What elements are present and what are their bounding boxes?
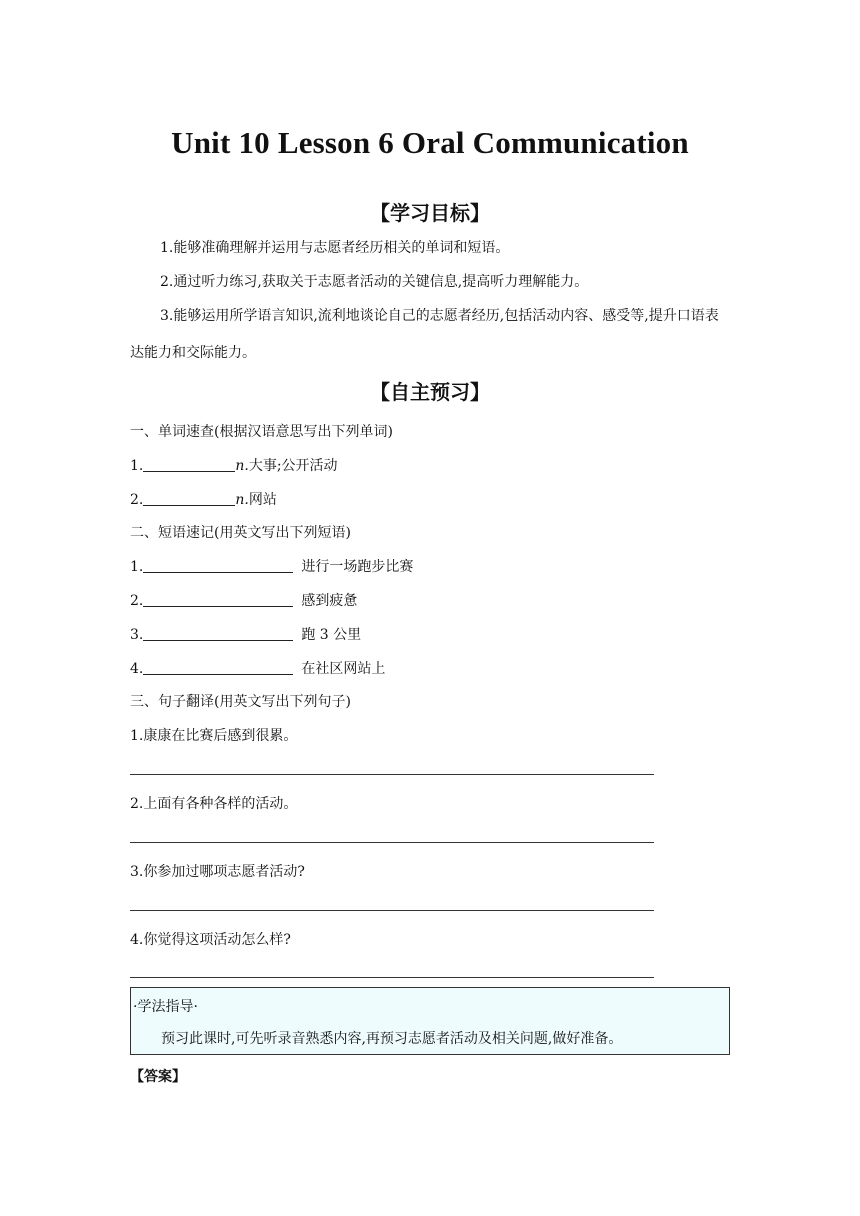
phrase-blank[interactable] [143,592,293,607]
phrase-number: 1. [130,559,144,575]
word-item [130,455,338,475]
answer-label: 【答案】 [130,1069,186,1085]
phrase-meaning: 在社区网站上 [301,661,386,677]
sentence-item: 2.上面有各种各样的活动。 [130,796,298,812]
phrase-number: 2. [130,593,144,609]
preview-heading: 【自主预习】 [370,380,490,404]
goal-item-1: 1.能够准确理解并运用与志愿者经历相关的单词和短语。 [160,240,510,256]
phrase-number: 4. [130,661,144,677]
word-meaning: 网站 [248,492,277,508]
phrase-blank[interactable] [143,660,293,675]
word-blank[interactable] [143,491,235,506]
phrase-blank[interactable] [143,626,293,641]
word-blank[interactable] [143,457,235,472]
word-pos: n. [235,492,249,508]
answer-blank-line[interactable] [130,910,654,911]
phrase-item [130,556,413,576]
part2-title: 二、短语速记(用英文写出下列短语) [130,525,351,541]
phrase-item [130,624,361,644]
answer-blank-line[interactable] [130,842,654,843]
sentence-item: 1.康康在比赛后感到很累。 [130,728,298,744]
phrase-meaning: 进行一场跑步比赛 [301,559,414,575]
phrase-meaning: 跑 3 公里 [301,627,362,643]
word-meaning: 大事;公开活动 [248,458,338,474]
study-tip-box [130,987,730,1055]
goals-heading: 【学习目标】 [370,201,490,225]
sentence-item: 4.你觉得这项活动怎么样? [130,932,291,948]
phrase-item [130,590,357,610]
word-pos: n. [235,458,249,474]
part3-title: 三、句子翻译(用英文写出下列句子) [130,694,351,710]
word-number: 1. [130,458,144,474]
word-number: 2. [130,492,144,508]
word-item [130,489,277,509]
answer-blank-line[interactable] [130,977,654,978]
page-title: Unit 10 Lesson 6 Oral Communication [171,125,689,160]
phrase-meaning: 感到疲惫 [301,593,358,609]
goal-item-3: 3.能够运用所学语言知识,流利地谈论自己的志愿者经历,包括活动内容、感受等,提升口语表达能力和交际能力。 [130,308,719,361]
part1-title: 一、单词速查(根据汉语意思写出下列单词) [130,424,393,440]
sentence-item: 3.你参加过哪项志愿者活动? [130,864,305,880]
phrase-item [130,658,385,678]
phrase-blank[interactable] [143,558,293,573]
goal-item-2: 2.通过听力练习,获取关于志愿者活动的关键信息,提高听力理解能力。 [160,274,589,290]
answer-blank-line[interactable] [130,774,654,775]
study-tip-title: ·学法指导· [133,999,198,1015]
study-tip-body: 预习此课时,可先听录音熟悉内容,再预习志愿者活动及相关问题,做好准备。 [161,1031,623,1047]
phrase-number: 3. [130,627,144,643]
